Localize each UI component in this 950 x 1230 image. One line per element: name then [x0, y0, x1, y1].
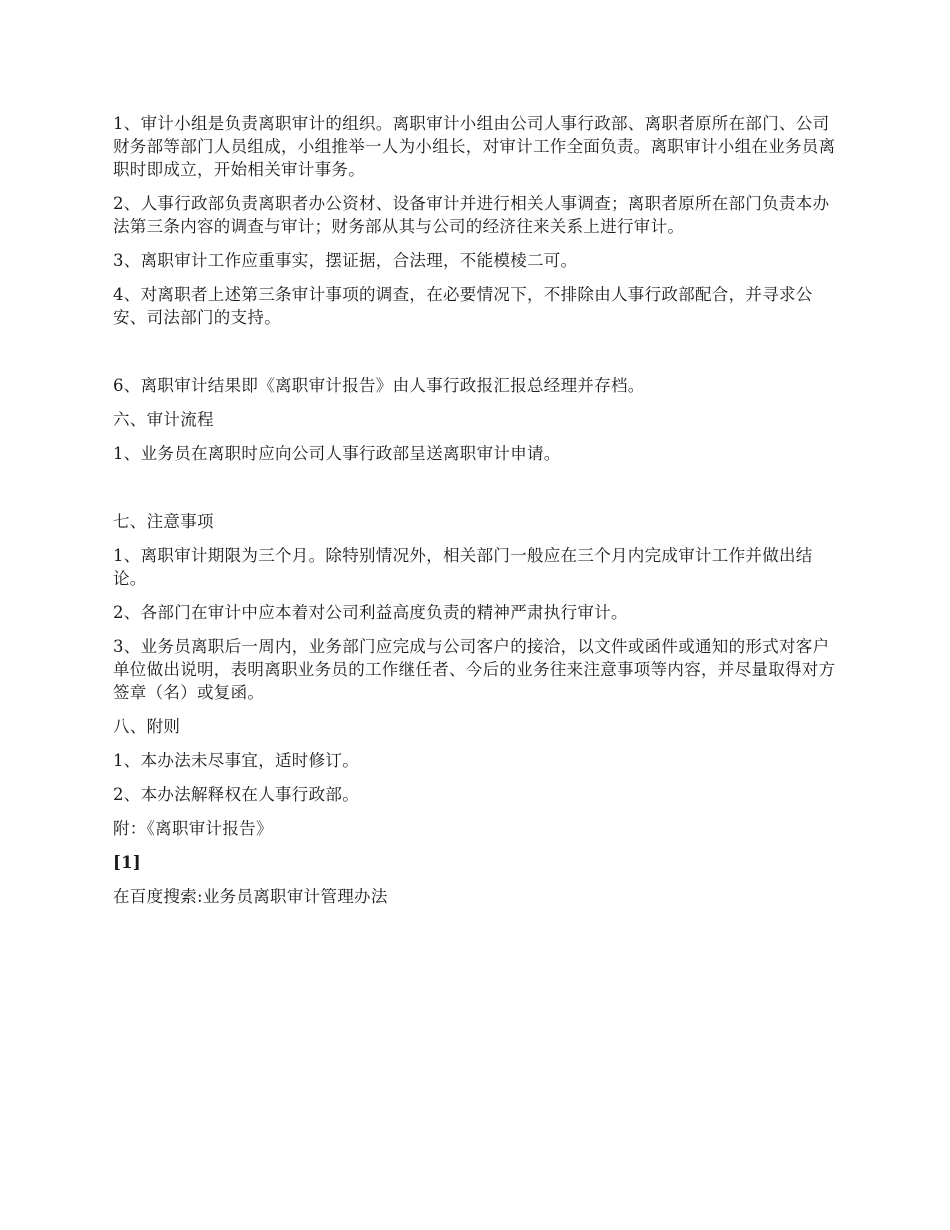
paragraph-interpretation: 2、本办法解释权在人事行政部。 — [113, 785, 359, 804]
paragraph-audit-period: 1、离职审计期限为三个月。除特别情况外，相关部门一般应在三个月内完成审计工作并做出结论。 — [113, 546, 813, 588]
paragraph-hr-duties: 2、人事行政部负责离职者办公资材、设备审计并进行相关人事调查；离职者原所在部门负责本办法第三条内容的调查与审计；财务部从其与公司的经济往来关系上进行审计。 — [113, 194, 830, 236]
paragraph-revision: 1、本办法未尽事宜，适时修订。 — [113, 751, 359, 770]
paragraph-audit-principle: 3、离职审计工作应重事实，摆证据，合法理，不能模棱二可。 — [113, 251, 578, 270]
section-heading-audit-process: 六、审计流程 — [113, 410, 214, 429]
document-body — [113, 112, 838, 919]
paragraph-audit-application: 1、业务员在离职时应向公司人事行政部呈送离职审计申请。 — [113, 444, 561, 463]
paragraph-gap — [113, 476, 838, 510]
paragraph-gap — [113, 340, 838, 374]
paragraph-audit-report: 6、离职审计结果即《离职审计报告》由人事行政报汇报总经理并存档。 — [113, 376, 645, 395]
paragraph-client-handover: 3、业务员离职后一周内，业务部门应完成与公司客户的接洽，以文件或函件或通知的形式对客户单位做出说明，表明离职业务员的工作继任者、今后的业务往来注意事项等内容，并尽量取得对方签章（名）或复函。 — [113, 637, 836, 702]
section-heading-notes: 七、注意事项 — [113, 512, 214, 531]
paragraph-audit-team: 1、审计小组是负责离职审计的组织。离职审计小组由公司人事行政部、离职者原所在部门、公司财务部等部门人员组成，小组推举一人为小组长，对审计工作全面负责。离职审计小组在业务员离职时即成立，开始相关审计事务。 — [113, 114, 836, 179]
search-line: 在百度搜索:业务员离职审计管理办法 — [113, 887, 388, 906]
section-heading-supplementary: 八、附则 — [113, 717, 181, 736]
footnote-reference: [1] — [113, 853, 141, 872]
paragraph-external-support: 4、对离职者上述第三条审计事项的调查，在必要情况下，不排除由人事行政部配合，并寻求公安、司法部门的支持。 — [113, 285, 813, 327]
paragraph-attachment: 附：《离职审计报告》 — [113, 819, 273, 838]
paragraph-department-responsibility: 2、各部门在审计中应本着对公司利益高度负责的精神严肃执行审计。 — [113, 603, 628, 622]
